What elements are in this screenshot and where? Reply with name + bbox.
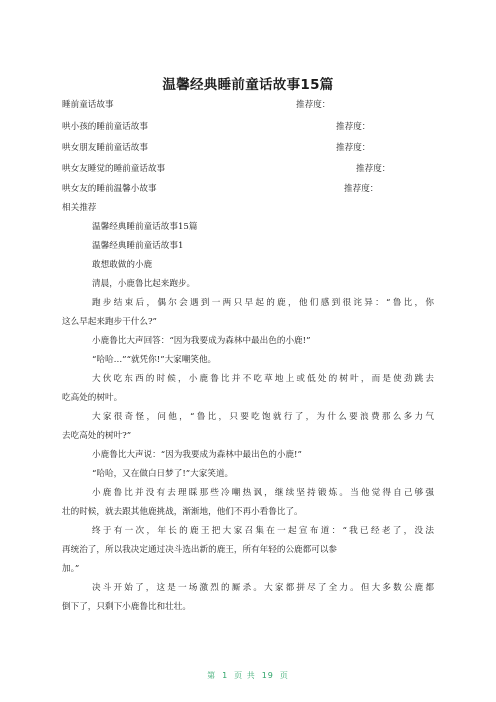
story-line: 倒下了，只剩下小鹿鲁比和壮壮。 xyxy=(62,602,191,612)
story-line: 清晨，小鹿鲁比起来跑步。 xyxy=(92,279,196,289)
story-line: 跑步结束后，偶尔会遇到一两只早起的鹿，他们感到很诧异：“鲁比，你 xyxy=(92,298,434,308)
related-link[interactable]: 温馨经典睡前童话故事1 xyxy=(92,241,184,251)
footer-page-number: 1 xyxy=(222,671,229,680)
page-footer xyxy=(0,670,496,681)
document-body xyxy=(62,199,434,617)
story-line: “哈哈，又在做白日梦了!”大家笑道。 xyxy=(92,469,234,479)
footer-total-pages: 19 xyxy=(261,671,274,680)
recommendation-title[interactable]: 哄女友的睡前温馨小故事 xyxy=(62,184,157,194)
recommendation-row[interactable] xyxy=(62,140,442,156)
story-line: 小鹿鲁比大声回答：“因为我要成为森林中最出色的小鹿!” xyxy=(92,336,311,346)
recommendation-title[interactable]: 哄小孩的睡前童话故事 xyxy=(62,122,148,132)
recommendation-row[interactable] xyxy=(62,181,442,197)
recommendation-score-label: 推荐度： xyxy=(344,184,379,194)
recommendation-score-label: 推荐度： xyxy=(356,164,391,174)
footer-suffix: 页 xyxy=(279,671,289,680)
related-heading: 相关推荐 xyxy=(62,203,97,213)
footer-mid: 页 共 xyxy=(234,671,256,680)
story-line: 去吃高处的树叶?” xyxy=(62,431,132,441)
recommendation-row[interactable] xyxy=(62,161,442,177)
recommendation-row[interactable] xyxy=(62,119,442,135)
story-line: 大家很奇怪，问他，“鲁比，只要吃饱就行了，为什么要浪费那么多力气 xyxy=(92,412,434,422)
recommendation-title[interactable]: 哄女友睡觉的睡前童话故事 xyxy=(62,164,166,174)
story-line: 这么早起来跑步干什么?” xyxy=(62,317,157,327)
recommendation-score-label: 推荐度： xyxy=(296,100,331,110)
story-line: “哈哈…”“就凭你!”大家嘲笑他。 xyxy=(92,355,217,365)
document-title: 温馨经典睡前童话故事15篇 xyxy=(162,77,334,93)
story-line: 吃高处的树叶。 xyxy=(62,393,123,403)
recommendation-row[interactable] xyxy=(62,97,442,113)
story-title: 敢想敢做的小鹿 xyxy=(92,260,153,270)
story-line: 壮的时候，就去跟其他鹿挑战，渐渐地，他们不再小看鲁比了。 xyxy=(62,507,303,517)
recommendation-score-label: 推荐度： xyxy=(336,143,371,153)
story-line: 小鹿鲁比并没有去理睬那些冷嘲热讽，继续坚持锻炼。当他觉得自己够强 xyxy=(92,488,434,498)
story-line: 大伙吃东西的时候，小鹿鲁比并不吃草地上或低处的树叶，而是使劲跳去 xyxy=(92,374,434,384)
story-line: 终于有一次，年长的鹿王把大家召集在一起宣布道：“我已经老了，没法 xyxy=(92,526,434,536)
story-line: 决斗开始了，这是一场激烈的厮杀。大家都拼尽了全力。但大多数公鹿都 xyxy=(92,583,434,593)
recommendation-score-label: 推荐度： xyxy=(336,122,371,132)
story-line: 再统治了，所以我决定通过决斗选出新的鹿王，所有年轻的公鹿都可以参 xyxy=(62,545,338,555)
recommendation-title[interactable]: 睡前童话故事 xyxy=(62,100,114,110)
recommendation-title[interactable]: 哄女朋友睡前童话故事 xyxy=(62,143,148,153)
story-line: 加。” xyxy=(62,564,80,574)
footer-prefix: 第 xyxy=(207,671,217,680)
related-link[interactable]: 温馨经典睡前童话故事15篇 xyxy=(92,222,198,232)
story-line: 小鹿鲁比大声说：“因为我要成为森林中最出色的小鹿!” xyxy=(92,450,302,460)
